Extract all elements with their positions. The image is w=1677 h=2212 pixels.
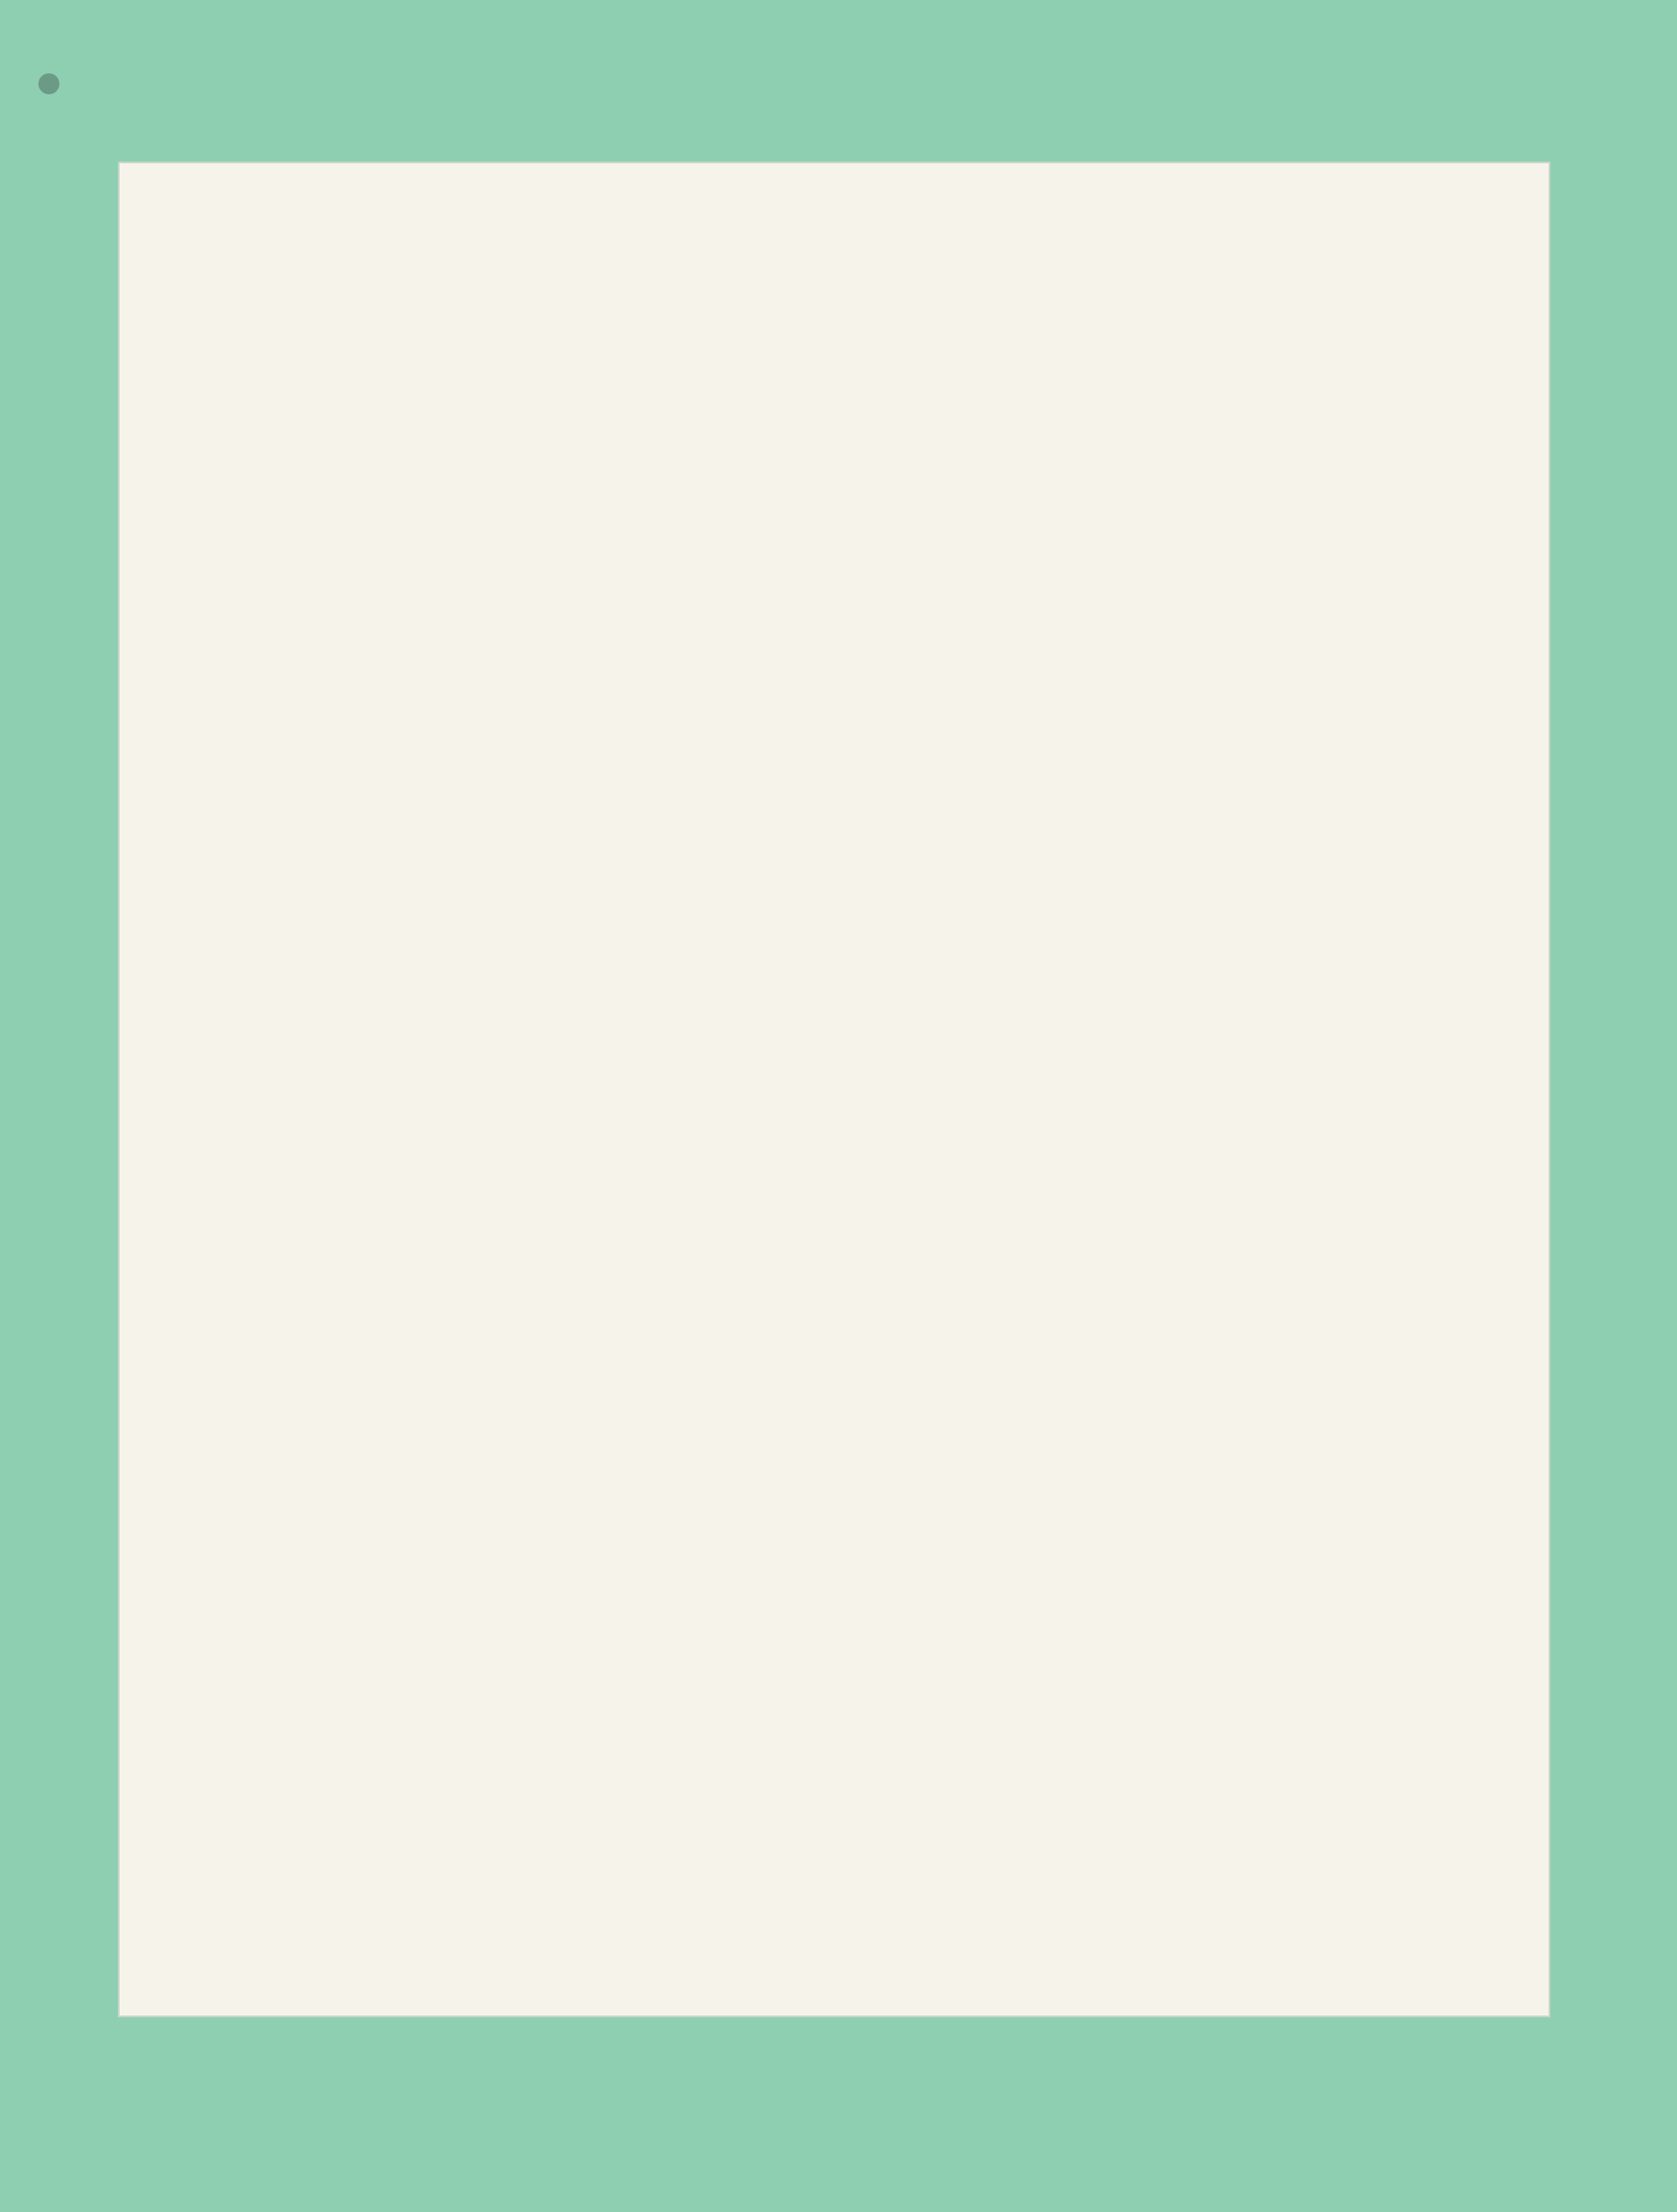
top-border-cyclists — [0, 0, 1677, 157]
catalog-page — [118, 162, 1550, 2017]
bottom-border-cyclists — [0, 2009, 1677, 2212]
punch-hole — [38, 73, 59, 94]
